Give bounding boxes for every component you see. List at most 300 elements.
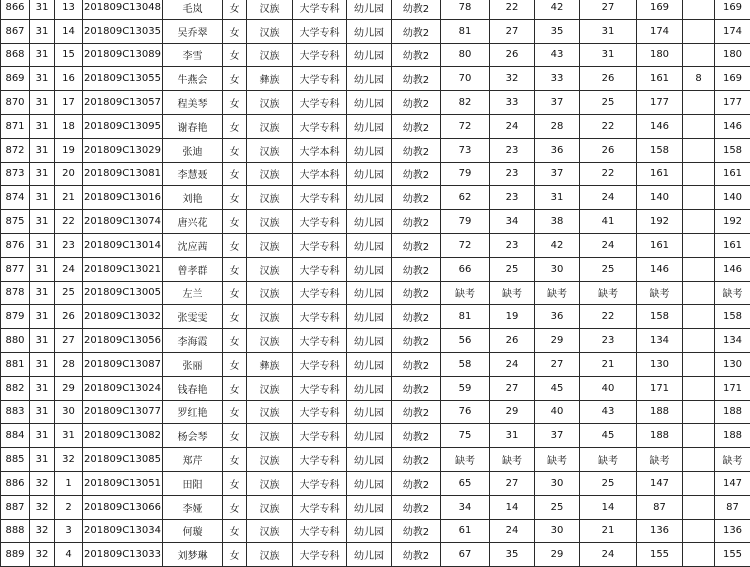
cell-student-name[interactable]: 郑芹: [163, 448, 223, 472]
cell-ethnicity[interactable]: 汉族: [247, 138, 293, 162]
cell-exam-id[interactable]: 201809C13057: [83, 91, 163, 115]
cell-final-score[interactable]: 169: [715, 67, 750, 91]
cell-education[interactable]: 大学专科: [293, 257, 347, 281]
cell-exam-id[interactable]: 201809C13021: [83, 257, 163, 281]
cell-ethnicity[interactable]: 汉族: [247, 91, 293, 115]
cell-student-name[interactable]: 谢春艳: [163, 114, 223, 138]
cell-applied-level[interactable]: 幼儿园: [347, 519, 392, 543]
cell-seq-no[interactable]: 884: [1, 424, 30, 448]
cell-exam-id[interactable]: 201809C13033: [83, 543, 163, 567]
cell-student-name[interactable]: 李海霞: [163, 329, 223, 353]
cell-ethnicity[interactable]: 汉族: [247, 19, 293, 43]
cell-score-1[interactable]: 79: [441, 162, 490, 186]
cell-student-name[interactable]: 钱春艳: [163, 376, 223, 400]
cell-gender[interactable]: 女: [223, 281, 247, 305]
cell-final-score[interactable]: 169: [715, 0, 750, 19]
cell-education[interactable]: 大学专科: [293, 305, 347, 329]
cell-seq-no[interactable]: 876: [1, 233, 30, 257]
cell-applied-level[interactable]: 幼儿园: [347, 495, 392, 519]
cell-education[interactable]: 大学专科: [293, 19, 347, 43]
cell-room-no[interactable]: 31: [30, 305, 55, 329]
cell-student-name[interactable]: 罗红艳: [163, 400, 223, 424]
cell-room-no[interactable]: 31: [30, 257, 55, 281]
cell-education[interactable]: 大学专科: [293, 519, 347, 543]
cell-education[interactable]: 大学专科: [293, 67, 347, 91]
cell-exam-id[interactable]: 201809C13056: [83, 329, 163, 353]
cell-applied-subject[interactable]: 幼教2: [392, 210, 441, 234]
cell-score-1[interactable]: 81: [441, 19, 490, 43]
cell-bonus-points[interactable]: [683, 0, 715, 19]
cell-gender[interactable]: 女: [223, 352, 247, 376]
cell-final-score[interactable]: 161: [715, 233, 750, 257]
cell-ethnicity[interactable]: 汉族: [247, 0, 293, 19]
cell-ethnicity[interactable]: 汉族: [247, 210, 293, 234]
cell-seq-no[interactable]: 887: [1, 495, 30, 519]
cell-score-3[interactable]: 42: [535, 0, 580, 19]
cell-exam-id[interactable]: 201809C13085: [83, 448, 163, 472]
cell-applied-subject[interactable]: 幼教2: [392, 91, 441, 115]
cell-score-4[interactable]: 缺考: [580, 281, 637, 305]
cell-seat-no[interactable]: 17: [55, 91, 83, 115]
cell-final-score[interactable]: 188: [715, 400, 750, 424]
cell-score-1[interactable]: 62: [441, 186, 490, 210]
cell-total-score[interactable]: 161: [637, 233, 683, 257]
cell-score-2[interactable]: 27: [490, 19, 535, 43]
cell-applied-level[interactable]: 幼儿园: [347, 376, 392, 400]
cell-score-3[interactable]: 36: [535, 138, 580, 162]
cell-final-score[interactable]: 155: [715, 543, 750, 567]
cell-ethnicity[interactable]: 汉族: [247, 543, 293, 567]
cell-gender[interactable]: 女: [223, 186, 247, 210]
cell-score-3[interactable]: 30: [535, 257, 580, 281]
cell-exam-id[interactable]: 201809C13051: [83, 471, 163, 495]
cell-final-score[interactable]: 188: [715, 424, 750, 448]
cell-score-1[interactable]: 79: [441, 210, 490, 234]
cell-room-no[interactable]: 32: [30, 543, 55, 567]
cell-score-3[interactable]: 37: [535, 91, 580, 115]
cell-final-score[interactable]: 146: [715, 114, 750, 138]
cell-gender[interactable]: 女: [223, 376, 247, 400]
cell-score-1[interactable]: 81: [441, 305, 490, 329]
cell-applied-level[interactable]: 幼儿园: [347, 19, 392, 43]
cell-education[interactable]: 大学专科: [293, 43, 347, 67]
cell-applied-level[interactable]: 幼儿园: [347, 43, 392, 67]
cell-score-2[interactable]: 27: [490, 471, 535, 495]
cell-education[interactable]: 大学专科: [293, 424, 347, 448]
cell-student-name[interactable]: 李娅: [163, 495, 223, 519]
cell-seq-no[interactable]: 883: [1, 400, 30, 424]
cell-seq-no[interactable]: 867: [1, 19, 30, 43]
cell-score-4[interactable]: 26: [580, 138, 637, 162]
cell-final-score[interactable]: 158: [715, 138, 750, 162]
cell-ethnicity[interactable]: 汉族: [247, 519, 293, 543]
cell-seq-no[interactable]: 889: [1, 543, 30, 567]
cell-seq-no[interactable]: 879: [1, 305, 30, 329]
cell-score-4[interactable]: 26: [580, 67, 637, 91]
cell-education[interactable]: 大学专科: [293, 329, 347, 353]
cell-total-score[interactable]: 174: [637, 19, 683, 43]
cell-seq-no[interactable]: 877: [1, 257, 30, 281]
cell-gender[interactable]: 女: [223, 305, 247, 329]
cell-score-4[interactable]: 31: [580, 43, 637, 67]
cell-applied-level[interactable]: 幼儿园: [347, 424, 392, 448]
cell-gender[interactable]: 女: [223, 91, 247, 115]
cell-total-score[interactable]: 158: [637, 305, 683, 329]
cell-exam-id[interactable]: 201809C13074: [83, 210, 163, 234]
cell-gender[interactable]: 女: [223, 138, 247, 162]
cell-seq-no[interactable]: 874: [1, 186, 30, 210]
cell-bonus-points[interactable]: [683, 43, 715, 67]
cell-final-score[interactable]: 174: [715, 19, 750, 43]
cell-applied-subject[interactable]: 幼教2: [392, 448, 441, 472]
cell-seq-no[interactable]: 881: [1, 352, 30, 376]
cell-total-score[interactable]: 158: [637, 138, 683, 162]
cell-total-score[interactable]: 134: [637, 329, 683, 353]
cell-score-4[interactable]: 45: [580, 424, 637, 448]
cell-room-no[interactable]: 31: [30, 91, 55, 115]
cell-score-2[interactable]: 24: [490, 114, 535, 138]
cell-education[interactable]: 大学专科: [293, 495, 347, 519]
cell-score-2[interactable]: 23: [490, 138, 535, 162]
cell-student-name[interactable]: 杨会琴: [163, 424, 223, 448]
cell-gender[interactable]: 女: [223, 19, 247, 43]
cell-bonus-points[interactable]: [683, 400, 715, 424]
cell-ethnicity[interactable]: 汉族: [247, 400, 293, 424]
cell-score-3[interactable]: 37: [535, 424, 580, 448]
cell-ethnicity[interactable]: 汉族: [247, 257, 293, 281]
cell-score-1[interactable]: 73: [441, 138, 490, 162]
cell-total-score[interactable]: 155: [637, 543, 683, 567]
cell-score-2[interactable]: 19: [490, 305, 535, 329]
cell-ethnicity[interactable]: 汉族: [247, 495, 293, 519]
cell-applied-subject[interactable]: 幼教2: [392, 305, 441, 329]
cell-score-1[interactable]: 72: [441, 233, 490, 257]
cell-exam-id[interactable]: 201809C13066: [83, 495, 163, 519]
cell-student-name[interactable]: 李慧聂: [163, 162, 223, 186]
cell-student-name[interactable]: 吴乔翠: [163, 19, 223, 43]
cell-ethnicity[interactable]: 汉族: [247, 233, 293, 257]
cell-student-name[interactable]: 左兰: [163, 281, 223, 305]
cell-student-name[interactable]: 李雪: [163, 43, 223, 67]
cell-score-1[interactable]: 82: [441, 91, 490, 115]
cell-total-score[interactable]: 188: [637, 400, 683, 424]
cell-seat-no[interactable]: 4: [55, 543, 83, 567]
cell-education[interactable]: 大学专科: [293, 471, 347, 495]
cell-seat-no[interactable]: 28: [55, 352, 83, 376]
cell-room-no[interactable]: 31: [30, 162, 55, 186]
cell-room-no[interactable]: 32: [30, 471, 55, 495]
cell-gender[interactable]: 女: [223, 495, 247, 519]
cell-education[interactable]: 大学专科: [293, 448, 347, 472]
cell-student-name[interactable]: 唐兴花: [163, 210, 223, 234]
cell-gender[interactable]: 女: [223, 424, 247, 448]
cell-applied-subject[interactable]: 幼教2: [392, 19, 441, 43]
cell-room-no[interactable]: 31: [30, 329, 55, 353]
cell-final-score[interactable]: 158: [715, 305, 750, 329]
cell-score-1[interactable]: 缺考: [441, 281, 490, 305]
cell-applied-level[interactable]: 幼儿园: [347, 448, 392, 472]
cell-education[interactable]: 大学专科: [293, 352, 347, 376]
cell-seat-no[interactable]: 25: [55, 281, 83, 305]
cell-gender[interactable]: 女: [223, 448, 247, 472]
cell-applied-subject[interactable]: 幼教2: [392, 281, 441, 305]
cell-exam-id[interactable]: 201809C13081: [83, 162, 163, 186]
cell-room-no[interactable]: 31: [30, 0, 55, 19]
cell-seat-no[interactable]: 16: [55, 67, 83, 91]
cell-seat-no[interactable]: 24: [55, 257, 83, 281]
cell-seat-no[interactable]: 29: [55, 376, 83, 400]
cell-score-3[interactable]: 缺考: [535, 448, 580, 472]
cell-bonus-points[interactable]: [683, 448, 715, 472]
cell-exam-id[interactable]: 201809C13095: [83, 114, 163, 138]
cell-ethnicity[interactable]: 彝族: [247, 67, 293, 91]
cell-final-score[interactable]: 87: [715, 495, 750, 519]
cell-seat-no[interactable]: 26: [55, 305, 83, 329]
cell-seq-no[interactable]: 878: [1, 281, 30, 305]
cell-ethnicity[interactable]: 汉族: [247, 471, 293, 495]
cell-score-3[interactable]: 45: [535, 376, 580, 400]
cell-final-score[interactable]: 缺考: [715, 281, 750, 305]
cell-total-score[interactable]: 缺考: [637, 281, 683, 305]
cell-final-score[interactable]: 177: [715, 91, 750, 115]
cell-student-name[interactable]: 牛燕会: [163, 67, 223, 91]
cell-bonus-points[interactable]: [683, 19, 715, 43]
cell-score-2[interactable]: 23: [490, 162, 535, 186]
cell-room-no[interactable]: 31: [30, 376, 55, 400]
cell-seq-no[interactable]: 875: [1, 210, 30, 234]
cell-score-2[interactable]: 26: [490, 43, 535, 67]
cell-seq-no[interactable]: 886: [1, 471, 30, 495]
cell-applied-subject[interactable]: 幼教2: [392, 114, 441, 138]
cell-seat-no[interactable]: 19: [55, 138, 83, 162]
cell-room-no[interactable]: 31: [30, 186, 55, 210]
cell-exam-id[interactable]: 201809C13089: [83, 43, 163, 67]
cell-exam-id[interactable]: 201809C13055: [83, 67, 163, 91]
cell-bonus-points[interactable]: [683, 519, 715, 543]
cell-score-2[interactable]: 22: [490, 0, 535, 19]
cell-score-4[interactable]: 40: [580, 376, 637, 400]
cell-student-name[interactable]: 沈应茜: [163, 233, 223, 257]
cell-final-score[interactable]: 171: [715, 376, 750, 400]
cell-seat-no[interactable]: 27: [55, 329, 83, 353]
cell-bonus-points[interactable]: [683, 495, 715, 519]
cell-score-2[interactable]: 23: [490, 186, 535, 210]
cell-score-1[interactable]: 75: [441, 424, 490, 448]
cell-student-name[interactable]: 张丽: [163, 352, 223, 376]
cell-student-name[interactable]: 刘艳: [163, 186, 223, 210]
cell-total-score[interactable]: 130: [637, 352, 683, 376]
cell-student-name[interactable]: 曾孝群: [163, 257, 223, 281]
cell-score-3[interactable]: 43: [535, 43, 580, 67]
cell-total-score[interactable]: 180: [637, 43, 683, 67]
cell-score-3[interactable]: 29: [535, 329, 580, 353]
cell-gender[interactable]: 女: [223, 519, 247, 543]
cell-score-2[interactable]: 34: [490, 210, 535, 234]
cell-score-3[interactable]: 30: [535, 519, 580, 543]
cell-score-3[interactable]: 25: [535, 495, 580, 519]
cell-ethnicity[interactable]: 汉族: [247, 186, 293, 210]
cell-ethnicity[interactable]: 汉族: [247, 305, 293, 329]
cell-final-score[interactable]: 134: [715, 329, 750, 353]
cell-student-name[interactable]: 刘梦琳: [163, 543, 223, 567]
cell-room-no[interactable]: 31: [30, 400, 55, 424]
cell-score-1[interactable]: 78: [441, 0, 490, 19]
cell-applied-subject[interactable]: 幼教2: [392, 495, 441, 519]
cell-exam-id[interactable]: 201809C13034: [83, 519, 163, 543]
cell-bonus-points[interactable]: [683, 114, 715, 138]
cell-applied-level[interactable]: 幼儿园: [347, 305, 392, 329]
cell-applied-subject[interactable]: 幼教2: [392, 43, 441, 67]
cell-exam-id[interactable]: 201809C13048: [83, 0, 163, 19]
cell-bonus-points[interactable]: [683, 471, 715, 495]
cell-education[interactable]: 大学专科: [293, 186, 347, 210]
cell-seat-no[interactable]: 23: [55, 233, 83, 257]
cell-score-1[interactable]: 34: [441, 495, 490, 519]
cell-education[interactable]: 大学专科: [293, 114, 347, 138]
cell-gender[interactable]: 女: [223, 471, 247, 495]
cell-final-score[interactable]: 146: [715, 257, 750, 281]
cell-education[interactable]: 大学专科: [293, 0, 347, 19]
cell-final-score[interactable]: 140: [715, 186, 750, 210]
cell-bonus-points[interactable]: [683, 352, 715, 376]
cell-score-4[interactable]: 22: [580, 114, 637, 138]
cell-seat-no[interactable]: 2: [55, 495, 83, 519]
cell-room-no[interactable]: 31: [30, 352, 55, 376]
cell-student-name[interactable]: 张迪: [163, 138, 223, 162]
cell-score-4[interactable]: 27: [580, 0, 637, 19]
cell-applied-subject[interactable]: 幼教2: [392, 424, 441, 448]
cell-education[interactable]: 大学专科: [293, 233, 347, 257]
cell-applied-subject[interactable]: 幼教2: [392, 400, 441, 424]
cell-ethnicity[interactable]: 汉族: [247, 281, 293, 305]
cell-applied-subject[interactable]: 幼教2: [392, 233, 441, 257]
cell-total-score[interactable]: 87: [637, 495, 683, 519]
cell-ethnicity[interactable]: 彝族: [247, 352, 293, 376]
cell-applied-level[interactable]: 幼儿园: [347, 0, 392, 19]
cell-gender[interactable]: 女: [223, 43, 247, 67]
cell-score-4[interactable]: 22: [580, 162, 637, 186]
cell-ethnicity[interactable]: 汉族: [247, 424, 293, 448]
cell-score-2[interactable]: 24: [490, 519, 535, 543]
cell-seq-no[interactable]: 888: [1, 519, 30, 543]
cell-exam-id[interactable]: 201809C13087: [83, 352, 163, 376]
cell-total-score[interactable]: 171: [637, 376, 683, 400]
cell-bonus-points[interactable]: [683, 210, 715, 234]
cell-gender[interactable]: 女: [223, 400, 247, 424]
cell-room-no[interactable]: 31: [30, 210, 55, 234]
cell-total-score[interactable]: 161: [637, 162, 683, 186]
cell-applied-level[interactable]: 幼儿园: [347, 233, 392, 257]
cell-seq-no[interactable]: 882: [1, 376, 30, 400]
cell-applied-level[interactable]: 幼儿园: [347, 210, 392, 234]
cell-student-name[interactable]: 何璇: [163, 519, 223, 543]
cell-score-4[interactable]: 24: [580, 233, 637, 257]
cell-score-2[interactable]: 35: [490, 543, 535, 567]
cell-seq-no[interactable]: 868: [1, 43, 30, 67]
cell-score-4[interactable]: 43: [580, 400, 637, 424]
cell-seq-no[interactable]: 872: [1, 138, 30, 162]
cell-room-no[interactable]: 31: [30, 233, 55, 257]
cell-seq-no[interactable]: 885: [1, 448, 30, 472]
cell-score-3[interactable]: 30: [535, 471, 580, 495]
cell-applied-subject[interactable]: 幼教2: [392, 329, 441, 353]
cell-score-3[interactable]: 40: [535, 400, 580, 424]
cell-room-no[interactable]: 31: [30, 448, 55, 472]
cell-score-2[interactable]: 14: [490, 495, 535, 519]
cell-score-2[interactable]: 缺考: [490, 281, 535, 305]
cell-total-score[interactable]: 192: [637, 210, 683, 234]
cell-total-score[interactable]: 136: [637, 519, 683, 543]
cell-score-4[interactable]: 25: [580, 471, 637, 495]
cell-seat-no[interactable]: 21: [55, 186, 83, 210]
cell-score-4[interactable]: 31: [580, 19, 637, 43]
cell-score-1[interactable]: 缺考: [441, 448, 490, 472]
cell-score-4[interactable]: 25: [580, 91, 637, 115]
cell-bonus-points[interactable]: [683, 91, 715, 115]
cell-exam-id[interactable]: 201809C13024: [83, 376, 163, 400]
cell-applied-subject[interactable]: 幼教2: [392, 471, 441, 495]
cell-exam-id[interactable]: 201809C13016: [83, 186, 163, 210]
cell-seat-no[interactable]: 18: [55, 114, 83, 138]
cell-score-4[interactable]: 14: [580, 495, 637, 519]
cell-score-4[interactable]: 23: [580, 329, 637, 353]
cell-room-no[interactable]: 31: [30, 67, 55, 91]
cell-applied-level[interactable]: 幼儿园: [347, 257, 392, 281]
cell-score-3[interactable]: 33: [535, 67, 580, 91]
cell-bonus-points[interactable]: [683, 186, 715, 210]
cell-student-name[interactable]: 张雯雯: [163, 305, 223, 329]
cell-score-4[interactable]: 缺考: [580, 448, 637, 472]
cell-score-1[interactable]: 66: [441, 257, 490, 281]
cell-final-score[interactable]: 136: [715, 519, 750, 543]
cell-ethnicity[interactable]: 汉族: [247, 114, 293, 138]
cell-applied-level[interactable]: 幼儿园: [347, 67, 392, 91]
cell-score-2[interactable]: 27: [490, 376, 535, 400]
cell-gender[interactable]: 女: [223, 114, 247, 138]
cell-seq-no[interactable]: 873: [1, 162, 30, 186]
cell-seat-no[interactable]: 22: [55, 210, 83, 234]
cell-seq-no[interactable]: 880: [1, 329, 30, 353]
cell-education[interactable]: 大学本科: [293, 138, 347, 162]
cell-room-no[interactable]: 31: [30, 43, 55, 67]
cell-bonus-points[interactable]: [683, 281, 715, 305]
cell-education[interactable]: 大学专科: [293, 376, 347, 400]
cell-total-score[interactable]: 146: [637, 257, 683, 281]
cell-exam-id[interactable]: 201809C13014: [83, 233, 163, 257]
cell-room-no[interactable]: 31: [30, 281, 55, 305]
cell-applied-level[interactable]: 幼儿园: [347, 281, 392, 305]
cell-score-1[interactable]: 76: [441, 400, 490, 424]
cell-gender[interactable]: 女: [223, 162, 247, 186]
cell-final-score[interactable]: 161: [715, 162, 750, 186]
cell-seat-no[interactable]: 30: [55, 400, 83, 424]
cell-education[interactable]: 大学专科: [293, 91, 347, 115]
cell-score-1[interactable]: 80: [441, 43, 490, 67]
cell-score-4[interactable]: 24: [580, 186, 637, 210]
cell-applied-subject[interactable]: 幼教2: [392, 519, 441, 543]
cell-exam-id[interactable]: 201809C13032: [83, 305, 163, 329]
cell-student-name[interactable]: 程美琴: [163, 91, 223, 115]
cell-score-1[interactable]: 70: [441, 67, 490, 91]
cell-education[interactable]: 大学专科: [293, 210, 347, 234]
cell-total-score[interactable]: 147: [637, 471, 683, 495]
cell-ethnicity[interactable]: 汉族: [247, 43, 293, 67]
cell-education[interactable]: 大学专科: [293, 543, 347, 567]
cell-room-no[interactable]: 32: [30, 495, 55, 519]
cell-seat-no[interactable]: 14: [55, 19, 83, 43]
cell-seat-no[interactable]: 20: [55, 162, 83, 186]
cell-score-2[interactable]: 31: [490, 424, 535, 448]
